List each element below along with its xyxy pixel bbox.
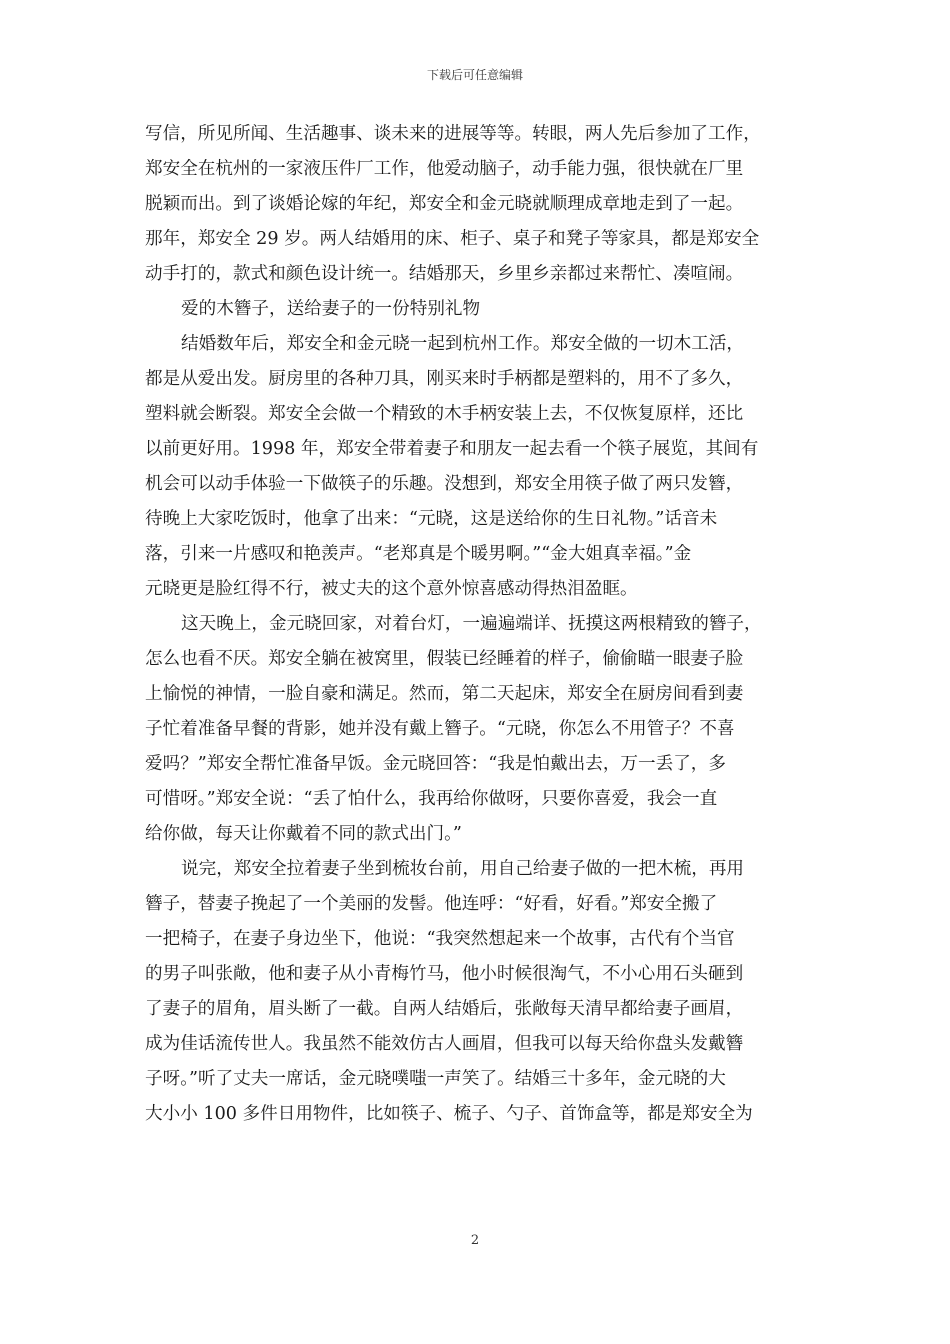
text-line: 成为佳话流传世人。我虽然不能效仿古人画眉，但我可以每天给你盘头发戴簪 — [145, 1034, 744, 1054]
text-line: 大小小 100 多件日用物件，比如筷子、梳子、勺子、首饰盒等，都是郑安全为 — [145, 1104, 753, 1124]
text-line: 怎么也看不厌。郑安全躺在被窝里，假装已经睡着的样子，偷偷瞄一眼妻子脸 — [145, 649, 744, 669]
text-line: 一把椅子，在妻子身边坐下，他说：“我突然想起来一个故事，古代有个当官 — [145, 929, 735, 949]
text-line: 落，引来一片感叹和艳羡声。“老郑真是个暖男啊。”“金大姐真幸福。”金 — [145, 544, 692, 564]
text-line: 簪子，替妻子挽起了一个美丽的发髻。他连呼：“好看，好看。”郑安全搬了 — [145, 894, 718, 914]
text-line: 说完，郑安全拉着妻子坐到梳妆台前，用自己给妻子做的一把木梳，再用 — [181, 859, 745, 879]
text-line: 爱的木簪子，送给妻子的一份特别礼物 — [181, 299, 481, 319]
text-line: 机会可以动手体验一下做筷子的乐趣。没想到，郑安全用筷子做了两只发簪， — [145, 474, 744, 494]
text-line: 上愉悦的神情，一脸自豪和满足。然而，第二天起床，郑安全在厨房间看到妻 — [145, 684, 744, 704]
text-line: 动手打的，款式和颜色设计统一。结婚那天，乡里乡亲都过来帮忙、凑喧闹。 — [145, 264, 744, 284]
text-line: 以前更好用。1998 年，郑安全带着妻子和朋友一起去看一个筷子展览，其间有 — [145, 439, 759, 459]
text-line: 子忙着准备早餐的背影，她并没有戴上簪子。“元晓，你怎么不用管子？不喜 — [145, 719, 735, 739]
page-header: 下载后可任意编辑 — [426, 68, 523, 82]
text-line: 爱吗？”郑安全帮忙准备早饭。金元晓回答：“我是怕戴出去，万一丢了，多 — [145, 754, 726, 774]
text-line: 元晓更是脸红得不行，被丈夫的这个意外惊喜感动得热泪盈眶。 — [145, 579, 638, 599]
text-line: 待晚上大家吃饭时，他拿了出来：“元晓，这是送给你的生日礼物。”话音未 — [145, 509, 718, 529]
text-line: 那年，郑安全 29 岁。两人结婚用的床、柜子、桌子和凳子等家具，都是郑安全 — [145, 229, 760, 249]
text-line: 子呀。”听了丈夫一席话，金元晓噗嗤一声笑了。结婚三十多年，金元晓的大 — [145, 1069, 726, 1089]
text-line: 脱颖而出。到了谈婚论嫁的年纪，郑安全和金元晓就顺理成章地走到了一起。 — [145, 194, 744, 214]
text-line: 这天晚上，金元晓回家，对着台灯，一遍遍端详、抚摸这两根精致的簪子， — [181, 614, 762, 634]
text-line: 给你做，每天让你戴着不同的款式出门。” — [145, 824, 462, 844]
text-line: 可惜呀。”郑安全说：“丢了怕什么，我再给你做呀，只要你喜爱，我会一直 — [145, 789, 718, 809]
text-line: 写信，所见所闻、生活趣事、谈未来的进展等等。转眼，两人先后参加了工作， — [145, 124, 761, 144]
text-line: 都是从爱出发。厨房里的各种刀具，刚买来时手柄都是塑料的，用不了多久， — [145, 369, 744, 389]
page-number: 2 — [470, 1233, 480, 1248]
text-line: 结婚数年后，郑安全和金元晓一起到杭州工作。郑安全做的一切木工活， — [181, 334, 745, 354]
document-body — [145, 117, 807, 1132]
text-line: 了妻子的眉角，眉头断了一截。自两人结婚后，张敞每天清早都给妻子画眉， — [145, 999, 744, 1019]
text-line: 的男子叫张敞，他和妻子从小青梅竹马，他小时候很淘气，不小心用石头砸到 — [145, 964, 744, 984]
text-line: 郑安全在杭州的一家液压件厂工作，他爱动脑子，动手能力强，很快就在厂里 — [145, 159, 744, 179]
text-line: 塑料就会断裂。郑安全会做一个精致的木手柄安装上去，不仅恢复原样，还比 — [145, 404, 744, 424]
